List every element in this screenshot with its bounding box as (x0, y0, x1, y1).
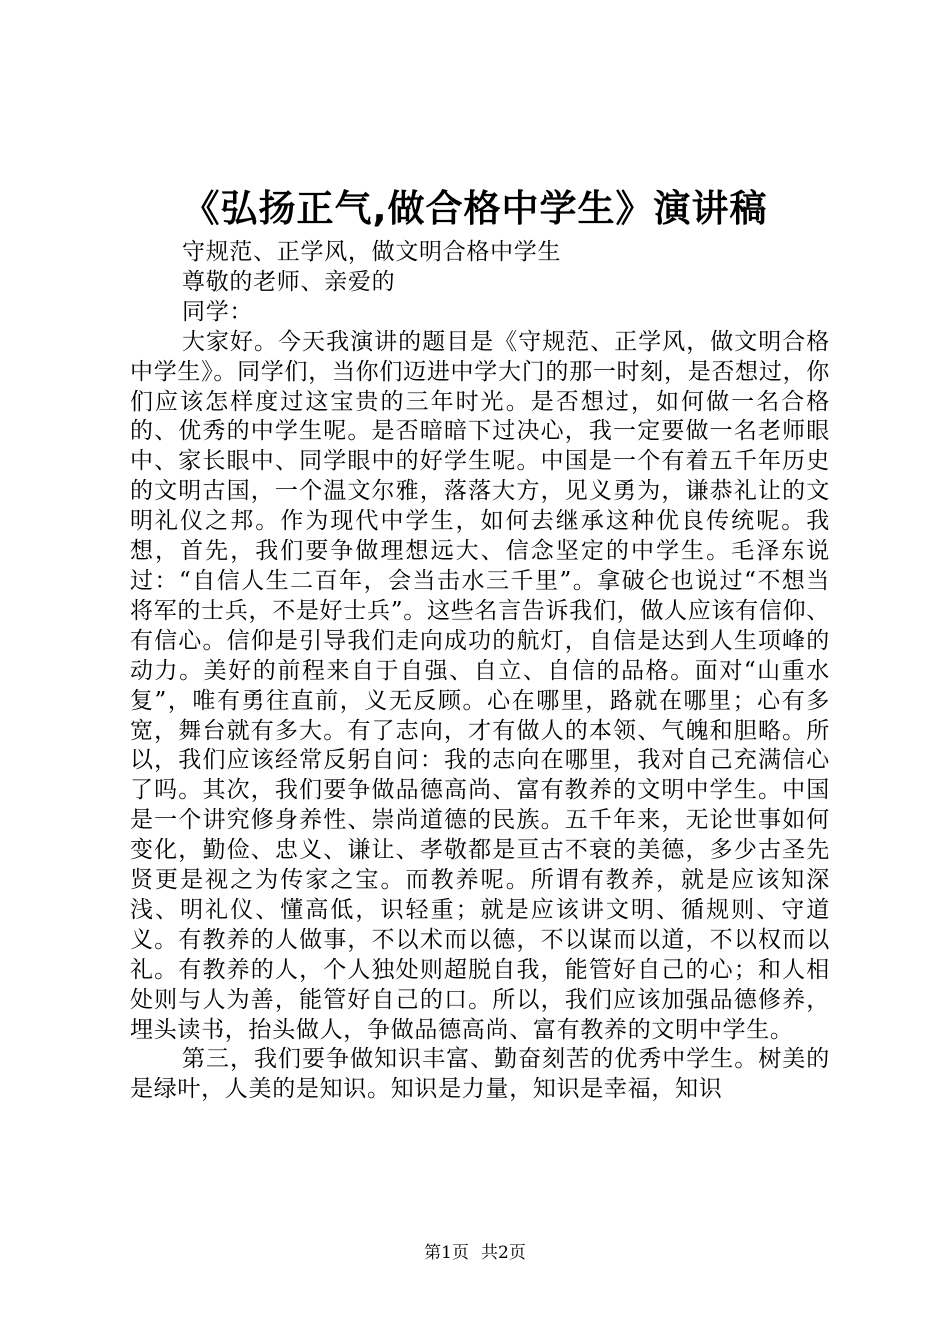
document-body (130, 238, 830, 1105)
page-total: 共2页 (481, 1243, 526, 1263)
document-title: 《弘扬正气,做合格中学生》演讲稿 (182, 187, 768, 230)
page-footer (0, 1242, 950, 1264)
subtitle-line: 守规范、正学风，做文明合格中学生 (182, 239, 562, 265)
salutation-line-1: 尊敬的老师、亲爱的 (182, 268, 396, 295)
salutation-line-2: 同学： (182, 298, 254, 325)
page-number: 第1页 (424, 1243, 469, 1263)
body-paragraph: 第三，我们要争做知识丰富、勤奋刻苦的优秀中学生。树美的是绿叶，人美的是知识。知识是力量，知识是幸福，知识 (130, 1046, 830, 1103)
body-paragraph: 大家好。今天我演讲的题目是《守规范、正学风，做文明合格中学生》。同学们，当你们迈进中学大门的那一时刻，是否想过，你们应该怎样度过这宝贵的三年时光。是否想过，如何做一名合格的、优秀的中学生呢。是否暗暗下过决心，我一定要做一名老师眼中、家长眼中、同学眼中的好学生呢。中国是一个有着五千年历史的文明古国，一个温文尔雅，落落大方，见义勇为，谦恭礼让的文明礼仪之邦。作为现代中学生，如何去继承这种优良传统呢。我想，首先，我们要争做理想远大、信念坚定的中学生。毛泽东说过：“自信人生二百年，会当击水三千里”。拿破仑也说过“不想当将军的士兵，不是好士兵”。这些名言告诉我们，做人应该有信仰、有信心。信仰是引导我们走向成功的航灯，自信是达到人生项峰的动力。美好的前程来自于自强、自立、自信的品格。面对“山重水复”，唯有勇往直前，义无反顾。心在哪里，路就在哪里；心有多宽，舞台就有多大。有了志向，才有做人的本领、气魄和胆略。所以，我们应该经常反躬自问：我的志向在哪里，我对自己充满信心了吗。其次，我们要争做品德高尚、富有教养的文明中学生。中国是一个讲究修身养性、崇尚道德的民族。五千年来，无论世事如何变化，勤俭、忠义、谦让、孝敬都是亘古不衰的美德，多少古圣先贤更是视之为传家之宝。而教养呢。所谓有教养，就是应该知深浅、明礼仪、懂高低，识轻重；就是应该讲文明、循规则、守道义。有教养的人做事，不以术而以德，不以谋而以道，不以权而以礼。有教养的人，个人独处则超脱自我，能管好自己的心；和人相处则与人为善，能管好自己的口。所以，我们应该加强品德修养，埋头读书，抬头做人，争做品德高尚、富有教养的文明中学生。 (130, 328, 830, 1043)
